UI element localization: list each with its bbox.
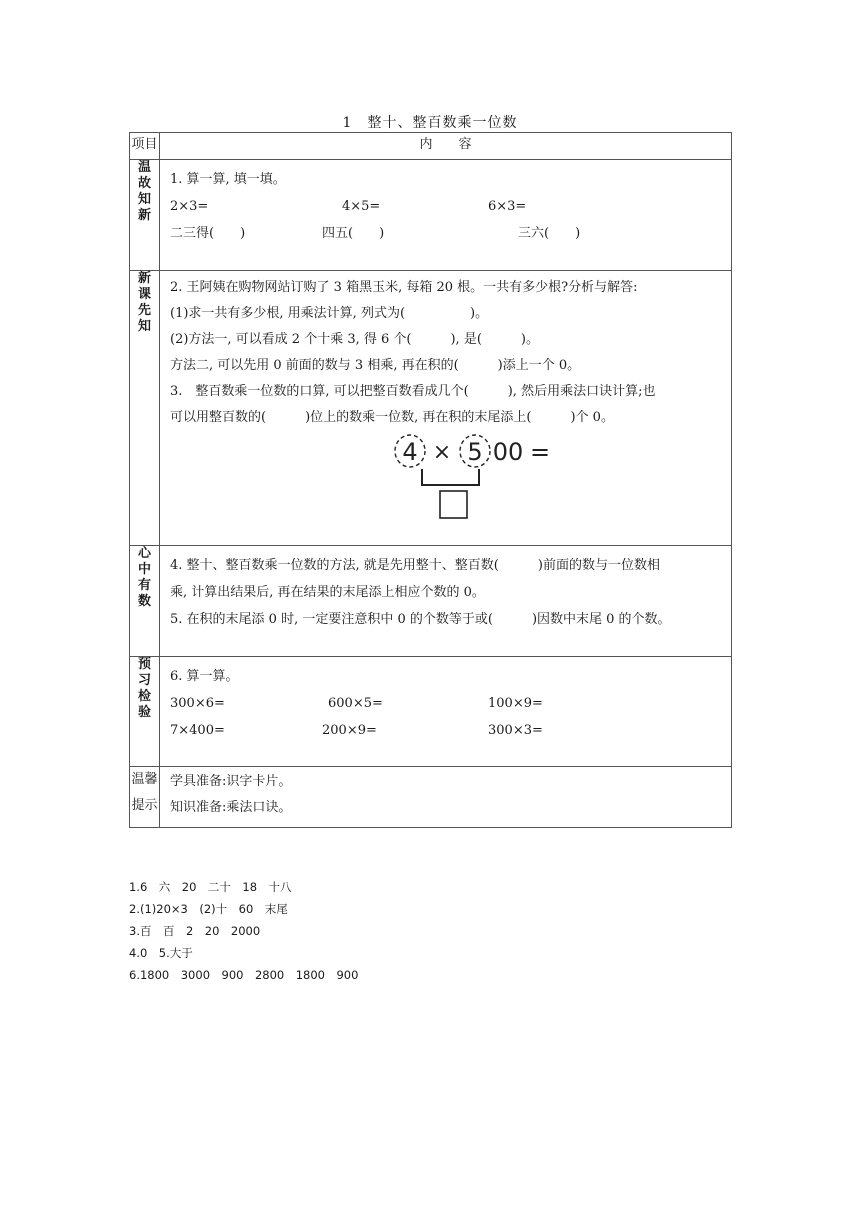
text-line: 可以用整百数的( )位上的数乘一位数, 再在积的末尾添上( )个 0。 — [170, 410, 614, 425]
text-line: 5. 在积的末尾添 0 时, 一定要注意积中 0 的个数等于或( )因数中末尾 0 的个数。 — [170, 612, 671, 627]
trailing-zeros: 00 — [492, 438, 524, 466]
text-line: (2)方法一, 可以看成 2 个十乘 3, 得 6 个( ), 是( )。 — [170, 332, 539, 347]
answer-line: 1.6 六 20 二十 18 十八 — [129, 880, 292, 894]
table-header-row — [130, 133, 732, 160]
section-preview-check — [130, 657, 732, 767]
header-item: 项目 — [130, 133, 160, 160]
fill-item: 三六( ) — [518, 226, 581, 241]
section-content — [160, 657, 732, 767]
digit-b: 5 — [467, 438, 483, 466]
page-title: 1 整十、整百数乘一位数 — [342, 115, 518, 131]
text-line: 学具准备:识字卡片。 — [170, 774, 292, 789]
calc-item: 200×9= — [322, 723, 377, 738]
question-6: 6. 算一算。 — [170, 669, 239, 684]
text-line: 2. 王阿姨在购物网站订购了 3 箱黑玉米, 每箱 20 根。一共有多少根?分析与解答: — [170, 280, 638, 295]
question-1: 1. 算一算, 填一填。 — [170, 172, 286, 187]
text-line: 4. 整十、整百数乘一位数的方法, 就是先用整十、整百数( )前面的数与一位数相 — [170, 558, 660, 573]
section-content — [160, 160, 732, 271]
digit-a: 4 — [402, 438, 418, 466]
answer-box — [440, 491, 467, 518]
calc-item: 300×6= — [170, 696, 225, 711]
section-new-lesson — [130, 271, 732, 546]
fill-item: 二三得( ) — [170, 226, 246, 241]
answer-line: 6.1800 3000 900 2800 1800 900 — [129, 968, 359, 982]
multiplication-diagram — [170, 431, 723, 521]
fill-item: 四五( ) — [322, 226, 385, 241]
answer-key — [129, 876, 358, 986]
calc-item: 100×9= — [488, 696, 543, 711]
section-content — [160, 271, 732, 546]
fill-row — [170, 220, 723, 247]
calc-item: 600×5= — [328, 696, 383, 711]
calc-item: 6×3= — [488, 199, 527, 214]
calc-row — [170, 717, 723, 744]
section-label: 温 故 知 新 — [130, 160, 160, 271]
calc-item: 4×5= — [342, 199, 381, 214]
answer-line: 4.0 5.大于 — [129, 946, 193, 960]
calc-item: 7×400= — [170, 723, 225, 738]
text-line: 3. 整百数乘一位数的口算, 可以把整百数看成几个( ), 然后用乘法口诀计算;也 — [170, 384, 656, 399]
answer-line: 2.(1)20×3 (2)十 60 末尾 — [129, 902, 288, 916]
worksheet-table — [129, 132, 732, 828]
text-line: (1)求一共有多少根, 用乘法计算, 列式为( )。 — [170, 306, 489, 321]
section-review — [130, 160, 732, 271]
section-label: 温馨 提示 — [130, 767, 160, 828]
section-key-points — [130, 546, 732, 657]
section-content — [160, 767, 732, 828]
section-label: 心 中 有 数 — [130, 546, 160, 657]
calc-item: 300×3= — [488, 723, 543, 738]
header-content: 内 容 — [160, 133, 732, 160]
section-content — [160, 546, 732, 657]
section-label: 新 课 先 知 — [130, 271, 160, 546]
calc-row — [170, 690, 723, 717]
calc-row — [170, 193, 723, 220]
calc-item: 2×3= — [170, 199, 209, 214]
equals-sign: = — [529, 438, 551, 466]
text-line: 方法二, 可以先用 0 前面的数与 3 相乘, 再在积的( )添上一个 0。 — [170, 358, 581, 373]
times-sign: × — [432, 440, 452, 465]
text-line: 知识准备:乘法口诀。 — [170, 800, 292, 815]
text-line: 乘, 计算出结果后, 再在结果的末尾添上相应个数的 0。 — [170, 585, 485, 600]
answer-line: 3.百 百 2 20 2000 — [129, 924, 261, 938]
connector-bracket — [422, 469, 479, 485]
section-tips — [130, 767, 732, 828]
section-label: 预 习 检 验 — [130, 657, 160, 767]
